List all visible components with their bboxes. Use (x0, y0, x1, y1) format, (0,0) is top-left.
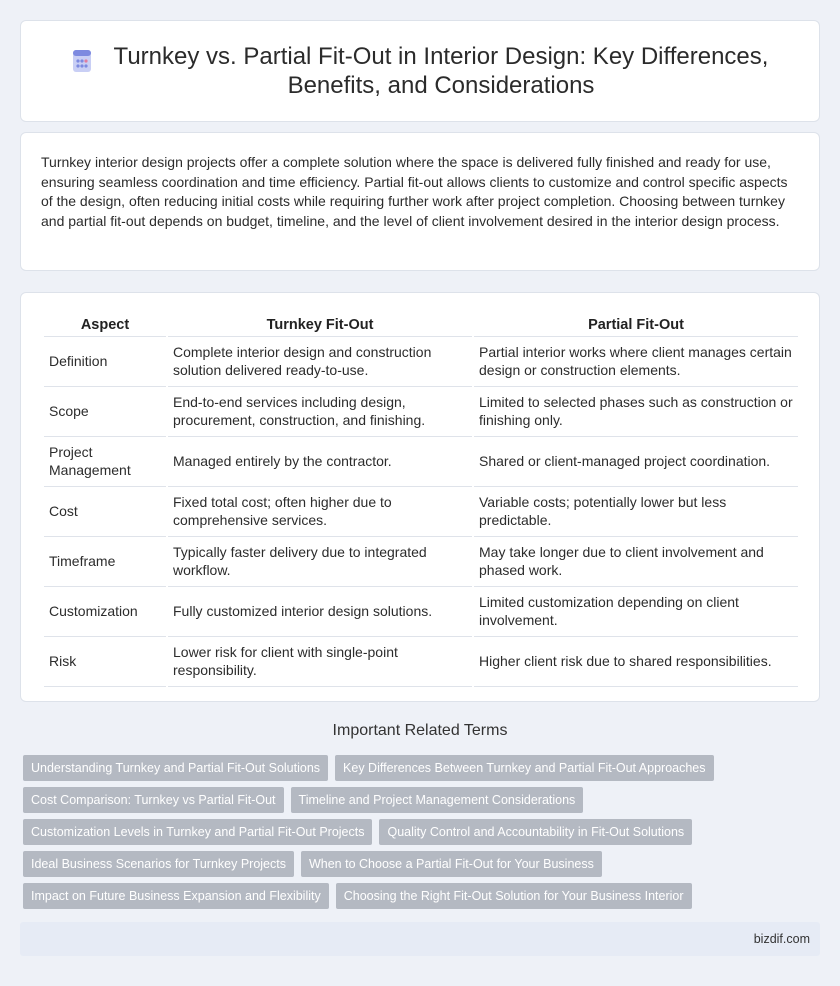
table-row (44, 537, 798, 587)
comparison-card (20, 292, 820, 702)
row-partial: May take longer due to client involvement and phased work. (474, 537, 798, 587)
intro-paragraph: Turnkey interior design projects offer a complete solution where the space is delivered fully finished and ready for use, ensuring seamless coordination and time efficiency. Partial fit-out allows clients to customize and control specific aspects of the design, often reducing initial costs while requiring further work after project completion. Choosing between turnkey and partial fit-out depends on budget, timeline, and the level of client involvement desired in the interior design process. (41, 154, 788, 229)
header-partial: Partial Fit-Out (474, 313, 798, 337)
footer (20, 922, 820, 956)
row-aspect: Scope (44, 387, 166, 437)
row-partial: Shared or client-managed project coordination. (474, 437, 798, 487)
row-turnkey: Typically faster delivery due to integrated workflow. (168, 537, 472, 587)
table-row (44, 637, 798, 687)
title-card (20, 20, 820, 122)
related-tag[interactable]: Ideal Business Scenarios for Turnkey Projects (23, 851, 294, 877)
row-aspect: Customization (44, 587, 166, 637)
related-tag[interactable]: Timeline and Project Management Considerations (291, 787, 584, 813)
related-terms-heading: Important Related Terms (332, 722, 508, 739)
related-tag[interactable]: When to Choose a Partial Fit-Out for Your Business (301, 851, 602, 877)
row-partial: Higher client risk due to shared responsibilities. (474, 637, 798, 687)
header-aspect: Aspect (44, 313, 166, 337)
row-aspect: Cost (44, 487, 166, 537)
header-turnkey: Turnkey Fit-Out (168, 313, 472, 337)
row-partial: Partial interior works where client manages certain design or construction elements. (474, 337, 798, 387)
related-tag[interactable]: Impact on Future Business Expansion and Flexibility (23, 883, 329, 909)
comparison-table (42, 313, 800, 687)
table-row (44, 437, 798, 487)
row-turnkey: End-to-end services including design, procurement, construction, and finishing. (168, 387, 472, 437)
related-tags (23, 755, 823, 909)
related-tag[interactable]: Customization Levels in Turnkey and Partial Fit-Out Projects (23, 819, 372, 845)
row-aspect: Definition (44, 337, 166, 387)
table-row (44, 337, 798, 387)
table-header-row (44, 313, 798, 337)
related-tag[interactable]: Cost Comparison: Turnkey vs Partial Fit-Out (23, 787, 284, 813)
row-turnkey: Complete interior design and construction solution delivered ready-to-use. (168, 337, 472, 387)
row-partial: Limited customization depending on client involvement. (474, 587, 798, 637)
title-wrap (39, 42, 801, 100)
table-row (44, 387, 798, 437)
related-tag[interactable]: Understanding Turnkey and Partial Fit-Out Solutions (23, 755, 328, 781)
table-row (44, 587, 798, 637)
table-row (44, 487, 798, 537)
row-aspect: Timeframe (44, 537, 166, 587)
footer-site-link[interactable]: bizdif.com (753, 932, 810, 946)
page-title: Turnkey vs. Partial Fit-Out in Interior Design: Key Differences, Benefits, and Considerations (113, 43, 769, 99)
document-icon (69, 48, 95, 74)
row-turnkey: Fixed total cost; often higher due to comprehensive services. (168, 487, 472, 537)
row-turnkey: Fully customized interior design solutions. (168, 587, 472, 637)
related-tag[interactable]: Quality Control and Accountability in Fit-Out Solutions (379, 819, 692, 845)
row-partial: Variable costs; potentially lower but less predictable. (474, 487, 798, 537)
related-tag[interactable]: Key Differences Between Turnkey and Partial Fit-Out Approaches (335, 755, 713, 781)
related-tag[interactable]: Choosing the Right Fit-Out Solution for Your Business Interior (336, 883, 692, 909)
row-turnkey: Managed entirely by the contractor. (168, 437, 472, 487)
intro-card (20, 132, 820, 271)
row-aspect: Risk (44, 637, 166, 687)
row-partial: Limited to selected phases such as construction or finishing only. (474, 387, 798, 437)
row-aspect: Project Management (44, 437, 166, 487)
row-turnkey: Lower risk for client with single-point responsibility. (168, 637, 472, 687)
